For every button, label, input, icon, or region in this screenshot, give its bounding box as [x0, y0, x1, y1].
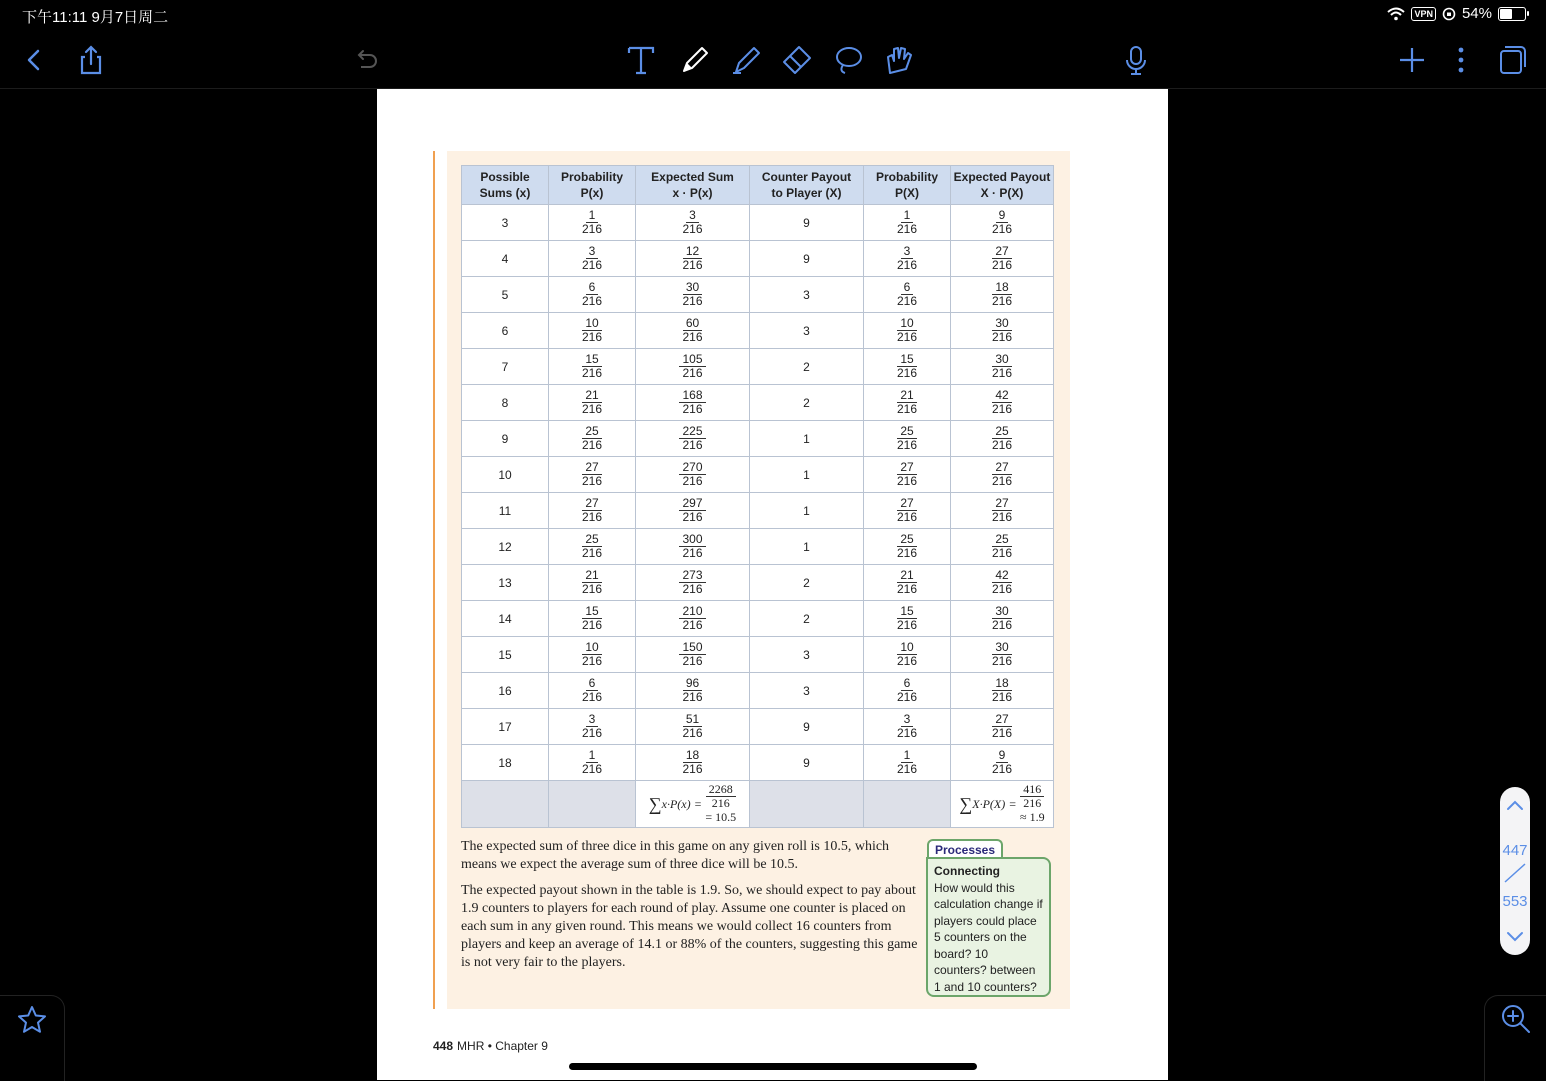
more-options-button[interactable] — [1441, 40, 1481, 80]
shapes-tool-button[interactable] — [879, 40, 919, 80]
app-toolbar — [0, 32, 1546, 89]
pages-overview-button[interactable] — [1491, 40, 1531, 80]
probability-cell: $\frac{3}{216}$ — [549, 241, 636, 277]
pages-icon — [1494, 43, 1528, 77]
hand-shape-icon — [882, 43, 916, 77]
expected-sum-cell: $\frac{168}{216}$ — [636, 385, 750, 421]
expected-sum-cell: $\frac{51}{216}$ — [636, 709, 750, 745]
probability-cell: $\frac{15}{216}$ — [549, 349, 636, 385]
status-bar — [0, 0, 1546, 30]
header-probability-X: Probability P(X) — [864, 166, 951, 205]
table-row — [462, 709, 1054, 745]
payout-probability-cell: $\frac{6}{216}$ — [864, 673, 951, 709]
probability-cell: $\frac{6}{216}$ — [549, 673, 636, 709]
table-row — [462, 745, 1054, 781]
table-row — [462, 673, 1054, 709]
payout-cell: 1 — [750, 457, 864, 493]
chevron-left-icon — [17, 43, 51, 77]
expected-payout-total: ∑ X·P(X) = $\frac{416}{216}$ ≈ 1.9 — [951, 781, 1054, 828]
payout-probability-cell: $\frac{10}{216}$ — [864, 637, 951, 673]
payout-cell: 2 — [750, 385, 864, 421]
payout-probability-cell: $\frac{10}{216}$ — [864, 313, 951, 349]
table-row — [462, 601, 1054, 637]
probability-cell: $\frac{1}{216}$ — [549, 745, 636, 781]
sum-cell: 18 — [462, 745, 549, 781]
expected-sum-cell: $\frac{225}{216}$ — [636, 421, 750, 457]
probability-cell: $\frac{25}{216}$ — [549, 421, 636, 457]
current-page: 447 — [1502, 842, 1528, 859]
sum-empty-cell — [462, 781, 549, 828]
microphone-icon — [1119, 43, 1153, 77]
header-expected-sum: Expected Sum x · P(x) — [636, 166, 750, 205]
payout-cell: 3 — [750, 277, 864, 313]
payout-cell: 2 — [750, 601, 864, 637]
payout-probability-cell: $\frac{27}{216}$ — [864, 493, 951, 529]
payout-probability-cell: $\frac{25}{216}$ — [864, 529, 951, 565]
sum-cell: 4 — [462, 241, 549, 277]
table-row — [462, 637, 1054, 673]
processes-heading: Connecting — [934, 864, 1000, 878]
expected-payout-cell: $\frac{30}{216}$ — [951, 313, 1054, 349]
expected-sum-cell: $\frac{270}{216}$ — [636, 457, 750, 493]
header-counter-payout: Counter Payout to Player (X) — [750, 166, 864, 205]
pen-icon — [678, 43, 712, 77]
header-expected-payout: Expected Payout X · P(X) — [951, 166, 1054, 205]
payout-cell: 9 — [750, 709, 864, 745]
probability-cell: $\frac{10}{216}$ — [549, 313, 636, 349]
expected-sum-cell: $\frac{297}{216}$ — [636, 493, 750, 529]
wifi-icon — [1387, 7, 1405, 21]
expected-sum-cell: $\frac{96}{216}$ — [636, 673, 750, 709]
expected-payout-cell: $\frac{27}{216}$ — [951, 493, 1054, 529]
probability-cell: $\frac{27}{216}$ — [549, 457, 636, 493]
more-vertical-icon — [1444, 43, 1478, 77]
sum-cell: 8 — [462, 385, 549, 421]
processes-body: How would this calculation change if players could place 5 counters on the board? 10 counters? between 1 and 10 counters? — [934, 880, 1043, 994]
chevron-down-icon[interactable] — [1505, 926, 1525, 946]
expected-sum-cell: $\frac{12}{216}$ — [636, 241, 750, 277]
payout-probability-cell: $\frac{15}{216}$ — [864, 601, 951, 637]
probability-cell: $\frac{10}{216}$ — [549, 637, 636, 673]
header-possible-sums: Possible Sums (x) — [462, 166, 549, 205]
table-header-row — [462, 166, 1054, 205]
payout-probability-cell: $\frac{1}{216}$ — [864, 745, 951, 781]
orientation-lock-icon — [1442, 7, 1456, 21]
sum-cell: 10 — [462, 457, 549, 493]
expected-sum-cell: $\frac{150}{216}$ — [636, 637, 750, 673]
table-row — [462, 349, 1054, 385]
highlighter-icon — [729, 43, 763, 77]
payout-cell: 1 — [750, 529, 864, 565]
table-sum-row — [462, 781, 1054, 828]
payout-probability-cell: $\frac{3}{216}$ — [864, 709, 951, 745]
payout-probability-cell: $\frac{21}{216}$ — [864, 385, 951, 421]
expected-payout-cell: $\frac{30}{216}$ — [951, 601, 1054, 637]
expected-payout-cell: $\frac{42}{216}$ — [951, 385, 1054, 421]
expected-payout-cell: $\frac{18}{216}$ — [951, 673, 1054, 709]
probability-cell: $\frac{21}{216}$ — [549, 565, 636, 601]
plus-icon — [1395, 43, 1429, 77]
expected-sum-cell: $\frac{30}{216}$ — [636, 277, 750, 313]
payout-cell: 2 — [750, 349, 864, 385]
probability-cell: $\frac{3}{216}$ — [549, 709, 636, 745]
payout-probability-cell: $\frac{6}{216}$ — [864, 277, 951, 313]
probability-cell: $\frac{6}{216}$ — [549, 277, 636, 313]
expected-sum-cell: $\frac{18}{216}$ — [636, 745, 750, 781]
payout-probability-cell: $\frac{1}{216}$ — [864, 205, 951, 241]
expected-payout-cell: $\frac{18}{216}$ — [951, 277, 1054, 313]
expected-sum-cell: $\frac{300}{216}$ — [636, 529, 750, 565]
probability-cell: $\frac{25}{216}$ — [549, 529, 636, 565]
payout-probability-cell: $\frac{27}{216}$ — [864, 457, 951, 493]
payout-probability-cell: $\frac{21}{216}$ — [864, 565, 951, 601]
vpn-badge: VPN — [1411, 7, 1436, 21]
pen-tool-button[interactable] — [675, 40, 715, 80]
text-tool-icon — [624, 43, 658, 77]
back-button[interactable] — [14, 40, 54, 80]
sum-cell: 3 — [462, 205, 549, 241]
lasso-tool-button[interactable] — [828, 40, 868, 80]
probability-cell: $\frac{27}{216}$ — [549, 493, 636, 529]
total-pages: 553 — [1502, 893, 1528, 910]
add-page-button[interactable] — [1392, 40, 1432, 80]
sum-cell: 15 — [462, 637, 549, 673]
payout-cell: 9 — [750, 745, 864, 781]
paragraph-expected-payout: The expected payout shown in the table is 1.9. So, we should expect to pay about 1.9 counters to players for each round of play. Assume one counter is placed on each sum in any given round. This means we would collect 16 counters from players and keep an average of 14.1 or 88% of the counters, suggesting this game is not very fair to the players. — [461, 883, 918, 970]
expected-payout-cell: $\frac{25}{216}$ — [951, 529, 1054, 565]
payout-cell: 3 — [750, 673, 864, 709]
page-indicator — [1499, 840, 1531, 913]
expected-payout-cell: $\frac{9}{216}$ — [951, 745, 1054, 781]
share-icon — [74, 43, 108, 77]
battery-percent: 54% — [1461, 5, 1492, 22]
header-probability-x: Probability P(x) — [549, 166, 636, 205]
expected-sum-total: ∑ x·P(x) = $\frac{2268}{216}$ = 10.5 — [636, 781, 750, 828]
paragraph-expected-sum: The expected sum of three dice in this game on any given roll is 10.5, which means we expect the average sum of three dice will be 10.5. — [461, 839, 890, 872]
probability-cell: $\frac{1}{216}$ — [549, 205, 636, 241]
sum-cell: 5 — [462, 277, 549, 313]
sum-empty-cell — [864, 781, 951, 828]
table-row — [462, 457, 1054, 493]
chevron-up-icon[interactable] — [1505, 796, 1525, 816]
payout-cell: 9 — [750, 241, 864, 277]
payout-probability-cell: $\frac{3}{216}$ — [864, 241, 951, 277]
sum-cell: 7 — [462, 349, 549, 385]
table-row — [462, 385, 1054, 421]
payout-probability-cell: $\frac{25}{216}$ — [864, 421, 951, 457]
expected-payout-cell: $\frac{27}{216}$ — [951, 241, 1054, 277]
expected-sum-cell: $\frac{60}{216}$ — [636, 313, 750, 349]
highlighter-tool-button[interactable] — [726, 40, 766, 80]
sum-cell: 14 — [462, 601, 549, 637]
sum-cell: 11 — [462, 493, 549, 529]
text-tool-button[interactable] — [621, 40, 661, 80]
page-divider-icon — [1501, 862, 1529, 884]
battery-icon — [1498, 7, 1526, 21]
sum-cell: 13 — [462, 565, 549, 601]
table-row — [462, 565, 1054, 601]
expected-payout-cell: $\frac{27}{216}$ — [951, 709, 1054, 745]
table-row — [462, 529, 1054, 565]
eraser-icon — [780, 43, 814, 77]
payout-cell: 9 — [750, 205, 864, 241]
sum-empty-cell — [750, 781, 864, 828]
zoom-area — [1484, 995, 1546, 1081]
sum-cell: 12 — [462, 529, 549, 565]
payout-cell: 3 — [750, 313, 864, 349]
sum-cell: 17 — [462, 709, 549, 745]
table-row — [462, 241, 1054, 277]
page-number: 448 — [433, 1039, 454, 1053]
probability-cell: $\frac{15}{216}$ — [549, 601, 636, 637]
status-indicators — [1387, 5, 1526, 22]
table-row — [462, 277, 1054, 313]
table-row — [462, 493, 1054, 529]
undo-button[interactable] — [346, 40, 386, 80]
probability-cell: $\frac{21}{216}$ — [549, 385, 636, 421]
microphone-button[interactable] — [1116, 40, 1156, 80]
expected-sum-cell: $\frac{210}{216}$ — [636, 601, 750, 637]
expected-sum-cell: $\frac{273}{216}$ — [636, 565, 750, 601]
table-row — [462, 421, 1054, 457]
payout-cell: 1 — [750, 493, 864, 529]
eraser-tool-button[interactable] — [777, 40, 817, 80]
page-footer — [433, 1039, 548, 1053]
lasso-icon — [831, 43, 865, 77]
chapter-label: MHR • Chapter 9 — [457, 1039, 548, 1053]
expected-payout-cell: $\frac{25}{216}$ — [951, 421, 1054, 457]
probability-table — [461, 165, 1054, 828]
payout-cell: 1 — [750, 421, 864, 457]
payout-cell: 2 — [750, 565, 864, 601]
processes-box — [926, 857, 1051, 997]
table-row — [462, 313, 1054, 349]
star-icon[interactable] — [16, 1004, 48, 1036]
processes-tab: Processes — [927, 839, 1003, 859]
expected-sum-cell: $\frac{105}{216}$ — [636, 349, 750, 385]
expected-payout-cell: $\frac{42}{216}$ — [951, 565, 1054, 601]
table-body — [462, 205, 1054, 781]
payout-cell: 3 — [750, 637, 864, 673]
expected-payout-cell: $\frac{30}{216}$ — [951, 637, 1054, 673]
share-button[interactable] — [71, 40, 111, 80]
table-row — [462, 205, 1054, 241]
expected-payout-cell: $\frac{30}{216}$ — [951, 349, 1054, 385]
expected-payout-cell: $\frac{27}{216}$ — [951, 457, 1054, 493]
home-indicator[interactable] — [569, 1063, 977, 1070]
sum-cell: 16 — [462, 673, 549, 709]
zoom-in-icon[interactable] — [1499, 1002, 1533, 1036]
expected-sum-cell: $\frac{3}{216}$ — [636, 205, 750, 241]
margin-line — [433, 151, 435, 1009]
favorite-area — [0, 995, 65, 1081]
sum-cell: 9 — [462, 421, 549, 457]
status-time: 下午11:11 9月7日周二 — [22, 9, 169, 26]
sum-empty-cell — [549, 781, 636, 828]
sum-cell: 6 — [462, 313, 549, 349]
undo-icon — [349, 43, 383, 77]
expected-payout-cell: $\frac{9}{216}$ — [951, 205, 1054, 241]
payout-probability-cell: $\frac{15}{216}$ — [864, 349, 951, 385]
